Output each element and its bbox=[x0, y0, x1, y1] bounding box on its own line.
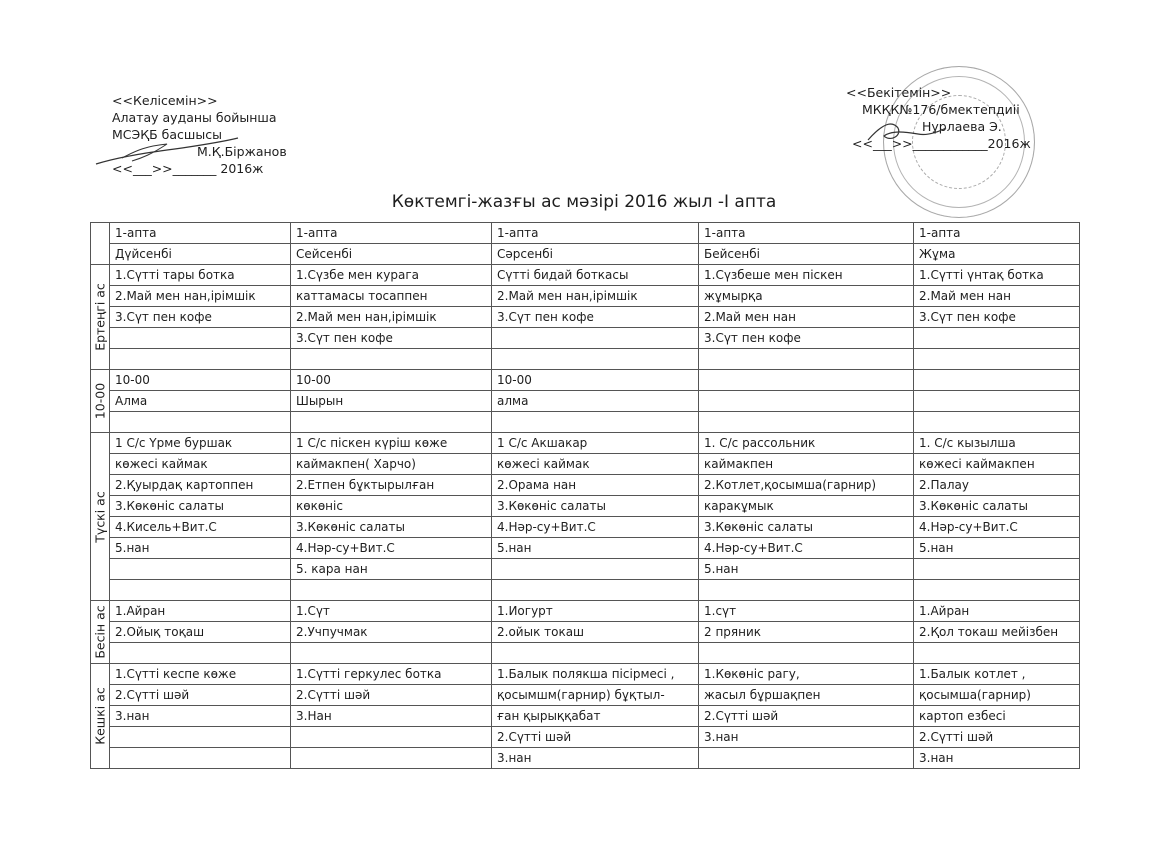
menu-cell: 2.Орама нан bbox=[492, 475, 699, 496]
menu-cell: 5. кара нан bbox=[291, 559, 492, 580]
menu-cell: 3.Сүт пен кофе bbox=[492, 307, 699, 328]
menu-cell bbox=[492, 328, 699, 349]
menu-cell: каймакпен( Харчо) bbox=[291, 454, 492, 475]
table-row bbox=[91, 475, 1080, 496]
day-name-cell: Дүйсенбі bbox=[110, 244, 291, 265]
menu-cell bbox=[914, 349, 1080, 370]
menu-cell: 3.Сүт пен кофе bbox=[914, 307, 1080, 328]
menu-table bbox=[90, 222, 1080, 769]
menu-cell bbox=[699, 748, 914, 769]
menu-cell: 2.Сүтті шәй bbox=[492, 727, 699, 748]
table-row bbox=[91, 370, 1080, 391]
table-row bbox=[91, 538, 1080, 559]
table-row bbox=[91, 349, 1080, 370]
page-title: Көктемгі-жазғы ас мәзірі 2016 жыл -І апта bbox=[391, 192, 777, 212]
approval-right-line-2: МКҚК№176/бмектепдиіі bbox=[862, 102, 1020, 117]
menu-cell: 2.Май мен нан bbox=[914, 286, 1080, 307]
menu-cell: 4.Нәр-су+Вит.С bbox=[699, 538, 914, 559]
menu-cell: 4.Нәр-су+Вит.С bbox=[291, 538, 492, 559]
menu-cell: 3.нан bbox=[699, 727, 914, 748]
menu-cell bbox=[291, 643, 492, 664]
day-name-cell: Сәрсенбі bbox=[492, 244, 699, 265]
meal-label: Түскі ас bbox=[92, 490, 108, 543]
menu-cell: 3.нан bbox=[492, 748, 699, 769]
menu-cell: 1.Сүтті геркулес ботка bbox=[291, 664, 492, 685]
menu-cell: 2.Май мен нан,ірімшік bbox=[291, 307, 492, 328]
menu-cell: картоп езбесі bbox=[914, 706, 1080, 727]
menu-cell bbox=[110, 727, 291, 748]
menu-cell: 1.Сүзбе мен курага bbox=[291, 265, 492, 286]
menu-cell: алма bbox=[492, 391, 699, 412]
table-row bbox=[91, 643, 1080, 664]
menu-cell: 5.нан bbox=[492, 538, 699, 559]
table-row bbox=[91, 685, 1080, 706]
menu-cell: 3.нан bbox=[914, 748, 1080, 769]
day-week-cell: 1-апта bbox=[699, 223, 914, 244]
menu-cell: 1.Иогурт bbox=[492, 601, 699, 622]
menu-cell: 2.Май мен нан bbox=[699, 307, 914, 328]
approval-right-line-4: <<___>>____________2016ж bbox=[852, 136, 1031, 151]
menu-cell: 4.Кисель+Вит.С bbox=[110, 517, 291, 538]
menu-cell: 2.Қуырдақ картоппен bbox=[110, 475, 291, 496]
menu-cell: 10-00 bbox=[492, 370, 699, 391]
table-row bbox=[91, 517, 1080, 538]
menu-cell: 1.Сүтті үнтақ ботка bbox=[914, 265, 1080, 286]
menu-cell: 10-00 bbox=[110, 370, 291, 391]
menu-cell bbox=[914, 412, 1080, 433]
menu-cell: 10-00 bbox=[291, 370, 492, 391]
menu-cell: 5.нан bbox=[110, 538, 291, 559]
signature-right bbox=[862, 114, 952, 150]
menu-cell: 1 С/с піскен күріш көже bbox=[291, 433, 492, 454]
menu-cell bbox=[492, 412, 699, 433]
menu-cell: 5.нан bbox=[699, 559, 914, 580]
menu-cell: 1.Көкөніс рагу, bbox=[699, 664, 914, 685]
table-row bbox=[91, 580, 1080, 601]
menu-cell: 3.Көкөніс салаты bbox=[492, 496, 699, 517]
meal-label-cell bbox=[91, 265, 110, 370]
menu-cell: 1 С/с Акшакар bbox=[492, 433, 699, 454]
table-row bbox=[91, 391, 1080, 412]
menu-cell bbox=[110, 349, 291, 370]
meal-label-cell bbox=[91, 664, 110, 769]
menu-cell bbox=[492, 349, 699, 370]
menu-cell bbox=[699, 391, 914, 412]
menu-cell bbox=[699, 349, 914, 370]
day-week-cell: 1-апта bbox=[110, 223, 291, 244]
menu-cell: 3.Көкөніс салаты bbox=[699, 517, 914, 538]
menu-cell bbox=[492, 643, 699, 664]
table-row bbox=[91, 454, 1080, 475]
menu-cell bbox=[291, 412, 492, 433]
menu-cell: 5.нан bbox=[914, 538, 1080, 559]
meal-label: Бесін ас bbox=[92, 605, 108, 659]
table-row bbox=[91, 286, 1080, 307]
menu-cell: каракұмык bbox=[699, 496, 914, 517]
menu-cell: жұмырқа bbox=[699, 286, 914, 307]
day-name-cell: Сейсенбі bbox=[291, 244, 492, 265]
menu-cell: 3.нан bbox=[110, 706, 291, 727]
menu-cell: 1.Айран bbox=[110, 601, 291, 622]
menu-cell bbox=[492, 580, 699, 601]
menu-cell: көжесі каймакпен bbox=[914, 454, 1080, 475]
approval-left-line-4: М.Қ.Біржанов bbox=[197, 144, 287, 159]
menu-cell bbox=[914, 580, 1080, 601]
table-row bbox=[91, 559, 1080, 580]
menu-cell: 3.Сүт пен кофе bbox=[291, 328, 492, 349]
meal-label: 10-00 bbox=[92, 382, 108, 420]
table-row bbox=[91, 307, 1080, 328]
menu-cell: 1.Сүт bbox=[291, 601, 492, 622]
table-row bbox=[91, 664, 1080, 685]
menu-cell: 2.Учпучмак bbox=[291, 622, 492, 643]
menu-cell: 1.Сүзбеше мен піскен bbox=[699, 265, 914, 286]
menu-cell: 2.Етпен бұктырылған bbox=[291, 475, 492, 496]
menu-cell: 2.Котлет,қосымша(гарнир) bbox=[699, 475, 914, 496]
menu-cell: 1.Балык котлет , bbox=[914, 664, 1080, 685]
menu-cell: көкөніс bbox=[291, 496, 492, 517]
menu-cell: 1. С/с кызылша bbox=[914, 433, 1080, 454]
header-row bbox=[91, 244, 1080, 265]
table-row bbox=[91, 601, 1080, 622]
corner-cell bbox=[91, 223, 110, 265]
meal-label-cell bbox=[91, 601, 110, 664]
menu-cell bbox=[291, 580, 492, 601]
menu-cell bbox=[914, 643, 1080, 664]
menu-cell: 1.сүт bbox=[699, 601, 914, 622]
menu-cell bbox=[914, 328, 1080, 349]
menu-cell: 1.Сүтті тары ботка bbox=[110, 265, 291, 286]
menu-cell bbox=[914, 370, 1080, 391]
menu-cell: көжесі каймак bbox=[492, 454, 699, 475]
menu-cell bbox=[492, 559, 699, 580]
meal-label-cell bbox=[91, 370, 110, 433]
menu-cell bbox=[914, 391, 1080, 412]
menu-cell: 3.Көкөніс салаты bbox=[110, 496, 291, 517]
menu-cell: 2.Сүтті шәй bbox=[914, 727, 1080, 748]
table-row bbox=[91, 748, 1080, 769]
day-name-cell: Бейсенбі bbox=[699, 244, 914, 265]
menu-cell: Шырын bbox=[291, 391, 492, 412]
menu-cell bbox=[291, 349, 492, 370]
menu-cell: 1.Айран bbox=[914, 601, 1080, 622]
table-row bbox=[91, 727, 1080, 748]
menu-cell: қосымша(гарнир) bbox=[914, 685, 1080, 706]
approval-left-line-3: МСЭҚБ басшысы bbox=[112, 127, 222, 142]
menu-cell: Сүтті бидай боткасы bbox=[492, 265, 699, 286]
menu-cell: 3.Көкөніс салаты bbox=[291, 517, 492, 538]
menu-cell bbox=[291, 748, 492, 769]
menu-cell bbox=[110, 328, 291, 349]
menu-cell: 1.Балык полякша пісірмесі , bbox=[492, 664, 699, 685]
approval-left-line-1: <<Келісемін>> bbox=[112, 93, 218, 108]
table-row bbox=[91, 622, 1080, 643]
approval-left-line-5: <<___>>_______ 2016ж bbox=[112, 161, 264, 176]
meal-label-cell bbox=[91, 433, 110, 601]
menu-cell bbox=[914, 559, 1080, 580]
menu-cell bbox=[110, 580, 291, 601]
table-row bbox=[91, 706, 1080, 727]
menu-cell: 3.Сүт пен кофе bbox=[110, 307, 291, 328]
signature-left bbox=[92, 128, 242, 180]
menu-cell: қосымшм(гарнир) бұқтыл- bbox=[492, 685, 699, 706]
day-week-cell: 1-апта bbox=[914, 223, 1080, 244]
menu-cell: Алма bbox=[110, 391, 291, 412]
menu-cell: 2.ойык токаш bbox=[492, 622, 699, 643]
menu-cell: 2.Қол токаш мейізбен bbox=[914, 622, 1080, 643]
menu-cell bbox=[699, 643, 914, 664]
table-row bbox=[91, 265, 1080, 286]
approval-right-line-1: <<Бекітемін>> bbox=[846, 85, 952, 100]
menu-cell: 2 пряник bbox=[699, 622, 914, 643]
menu-cell: 2.Май мен нан,ірімшік bbox=[110, 286, 291, 307]
day-week-cell: 1-апта bbox=[291, 223, 492, 244]
table-row bbox=[91, 412, 1080, 433]
day-week-cell: 1-апта bbox=[492, 223, 699, 244]
table-row bbox=[91, 496, 1080, 517]
menu-cell bbox=[110, 748, 291, 769]
menu-cell bbox=[291, 727, 492, 748]
menu-cell: көжесі каймак bbox=[110, 454, 291, 475]
menu-cell: 3.Көкөніс салаты bbox=[914, 496, 1080, 517]
menu-cell: каймакпен bbox=[699, 454, 914, 475]
approval-left-line-2: Алатау ауданы бойынша bbox=[112, 110, 277, 125]
menu-cell: 4.Нәр-су+Вит.С bbox=[492, 517, 699, 538]
menu-cell: жасыл бұршақпен bbox=[699, 685, 914, 706]
header-row bbox=[91, 223, 1080, 244]
menu-cell: 2.Сүтті шәй bbox=[291, 685, 492, 706]
menu-cell: ған қырыққабат bbox=[492, 706, 699, 727]
table-row bbox=[91, 328, 1080, 349]
menu-cell: 3.Сүт пен кофе bbox=[699, 328, 914, 349]
menu-cell bbox=[699, 370, 914, 391]
menu-cell: 4.Нәр-су+Вит.С bbox=[914, 517, 1080, 538]
menu-cell: каттамасы тосаппен bbox=[291, 286, 492, 307]
meal-label: Кешкі ас bbox=[92, 687, 108, 745]
menu-cell: 3.Нан bbox=[291, 706, 492, 727]
approval-right-line-3: Нұрлаева Э. bbox=[922, 119, 1002, 134]
menu-cell: 2.Ойық тоқаш bbox=[110, 622, 291, 643]
menu-cell: 1.Сүтті кеспе көже bbox=[110, 664, 291, 685]
menu-cell bbox=[110, 559, 291, 580]
menu-cell bbox=[699, 412, 914, 433]
menu-cell: 2.Палау bbox=[914, 475, 1080, 496]
menu-cell bbox=[699, 580, 914, 601]
menu-cell bbox=[110, 412, 291, 433]
table-row bbox=[91, 433, 1080, 454]
meal-label: Ертеңгі ас bbox=[92, 283, 108, 351]
menu-cell: 2.Май мен нан,ірімшік bbox=[492, 286, 699, 307]
menu-cell bbox=[110, 643, 291, 664]
menu-cell: 2.Сүтті шәй bbox=[110, 685, 291, 706]
menu-cell: 1. С/с рассольник bbox=[699, 433, 914, 454]
menu-cell: 2.Сүтті шәй bbox=[699, 706, 914, 727]
menu-cell: 1 С/с Үрме буршак bbox=[110, 433, 291, 454]
day-name-cell: Жұма bbox=[914, 244, 1080, 265]
